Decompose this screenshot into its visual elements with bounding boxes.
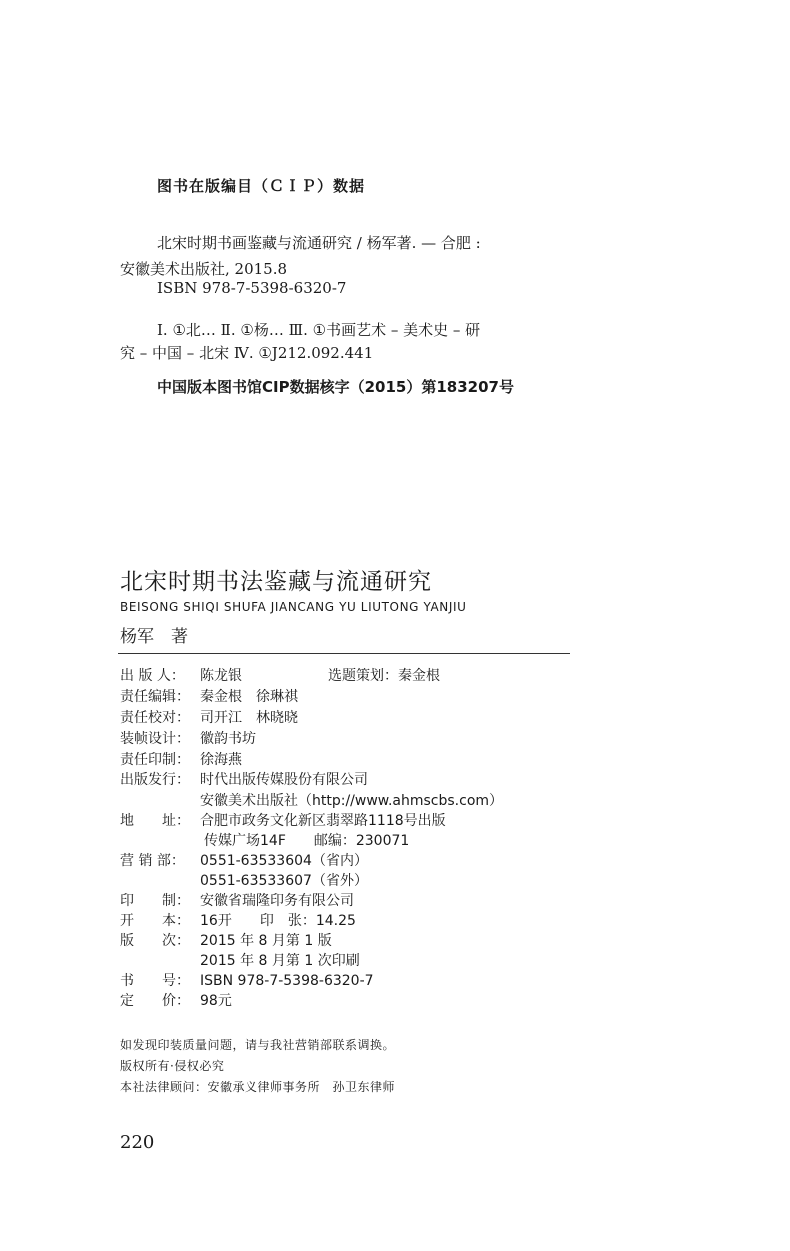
cip-line-3: ISBN 978-7-5398-6320-7 bbox=[157, 279, 347, 297]
proofreader-label: 责任校对： bbox=[120, 710, 190, 726]
printer: 安徽省瑞隆印务有限公司 bbox=[200, 893, 354, 909]
info-row-printer bbox=[120, 892, 354, 910]
cip-line-5: 究 – 中国 – 北宋 Ⅳ. ①J212.092.441 bbox=[120, 344, 374, 362]
book-title: 北宋时期书法鉴藏与流通研究 bbox=[120, 569, 432, 595]
distribution-company: 时代出版传媒股份有限公司 bbox=[200, 772, 368, 788]
printing-edition: 2015 年 8 月第 1 次印刷 bbox=[200, 953, 360, 969]
edition-label: 版 次： bbox=[120, 933, 190, 949]
planner: 秦金根 bbox=[398, 668, 440, 684]
info-row-format bbox=[120, 912, 356, 930]
publisher-person-label: 出 版 人： bbox=[120, 668, 185, 684]
printing-supervisor-label: 责任印制： bbox=[120, 752, 190, 768]
distribution-label: 出版发行： bbox=[120, 772, 190, 788]
cip-line-4: Ⅰ. ①北… Ⅱ. ①杨… Ⅲ. ①书画艺术 – 美术史 – 研 bbox=[157, 321, 481, 339]
page-number: 220 bbox=[120, 1132, 155, 1153]
publisher-person: 陈龙银 bbox=[200, 668, 242, 684]
price: 98元 bbox=[200, 993, 232, 1009]
printer-label: 印 制： bbox=[120, 893, 190, 909]
cip-line-1: 北宋时期书画鉴藏与流通研究 / 杨军著. — 合肥 : bbox=[157, 234, 481, 252]
sales-label: 营 销 部： bbox=[120, 853, 185, 869]
format: 16开 印 张：14.25 bbox=[200, 913, 356, 929]
address-line-2: 传媒广场14F 邮编：230071 bbox=[204, 833, 410, 849]
sales-phone-2: 0551-63533607（省外） bbox=[200, 873, 368, 889]
proofreader: 司开江 林晓晓 bbox=[200, 710, 298, 726]
info-row-edition bbox=[120, 932, 332, 950]
address-line-1: 合肥市政务文化新区翡翠路1118号出版 bbox=[200, 813, 446, 829]
info-row-planner bbox=[328, 667, 440, 685]
editor: 秦金根 徐琳祺 bbox=[200, 689, 298, 705]
info-row-proofreader bbox=[120, 709, 298, 727]
info-row-design bbox=[120, 730, 256, 748]
isbn: ISBN 978-7-5398-6320-7 bbox=[200, 973, 374, 989]
planner-label: 选题策划： bbox=[328, 668, 398, 684]
info-row-distribution bbox=[120, 771, 368, 789]
printing-supervisor: 徐海燕 bbox=[200, 752, 242, 768]
book-author: 杨军 著 bbox=[120, 627, 188, 647]
notice-legal-counsel: 本社法律顾问：安徽承义律师事务所 孙卫东律师 bbox=[120, 1080, 396, 1094]
info-row-isbn bbox=[120, 972, 374, 990]
divider-rule bbox=[118, 653, 570, 654]
cip-line-2: 安徽美术出版社, 2015.8 bbox=[120, 260, 288, 278]
notice-copyright: 版权所有·侵权必究 bbox=[120, 1059, 225, 1073]
info-row-printing-supervisor bbox=[120, 751, 242, 769]
format-label: 开 本： bbox=[120, 913, 190, 929]
distribution-publisher: 安徽美术出版社（http://www.ahmscbs.com） bbox=[200, 793, 504, 809]
info-row-publisher bbox=[120, 667, 242, 685]
editor-label: 责任编辑： bbox=[120, 689, 190, 705]
cip-record-number: 中国版本图书馆CIP数据核字（2015）第183207号 bbox=[157, 378, 514, 396]
design-label: 装帧设计： bbox=[120, 731, 190, 747]
sales-phone-1: 0551-63533604（省内） bbox=[200, 853, 368, 869]
info-row-sales bbox=[120, 852, 368, 870]
notice-quality: 如发现印装质量问题，请与我社营销部联系调换。 bbox=[120, 1038, 396, 1052]
edition: 2015 年 8 月第 1 版 bbox=[200, 933, 332, 949]
cip-heading: 图书在版编目（ＣＩＰ）数据 bbox=[157, 177, 366, 195]
address-label: 地 址： bbox=[120, 813, 190, 829]
info-row-price bbox=[120, 992, 232, 1010]
book-pinyin-title: BEISONG SHIQI SHUFA JIANCANG YU LIUTONG YANJIU bbox=[120, 600, 467, 614]
info-row-editor bbox=[120, 688, 298, 706]
price-label: 定 价： bbox=[120, 993, 190, 1009]
isbn-label: 书 号： bbox=[120, 973, 190, 989]
design: 徽韵书坊 bbox=[200, 731, 256, 747]
info-row-address bbox=[120, 812, 446, 830]
